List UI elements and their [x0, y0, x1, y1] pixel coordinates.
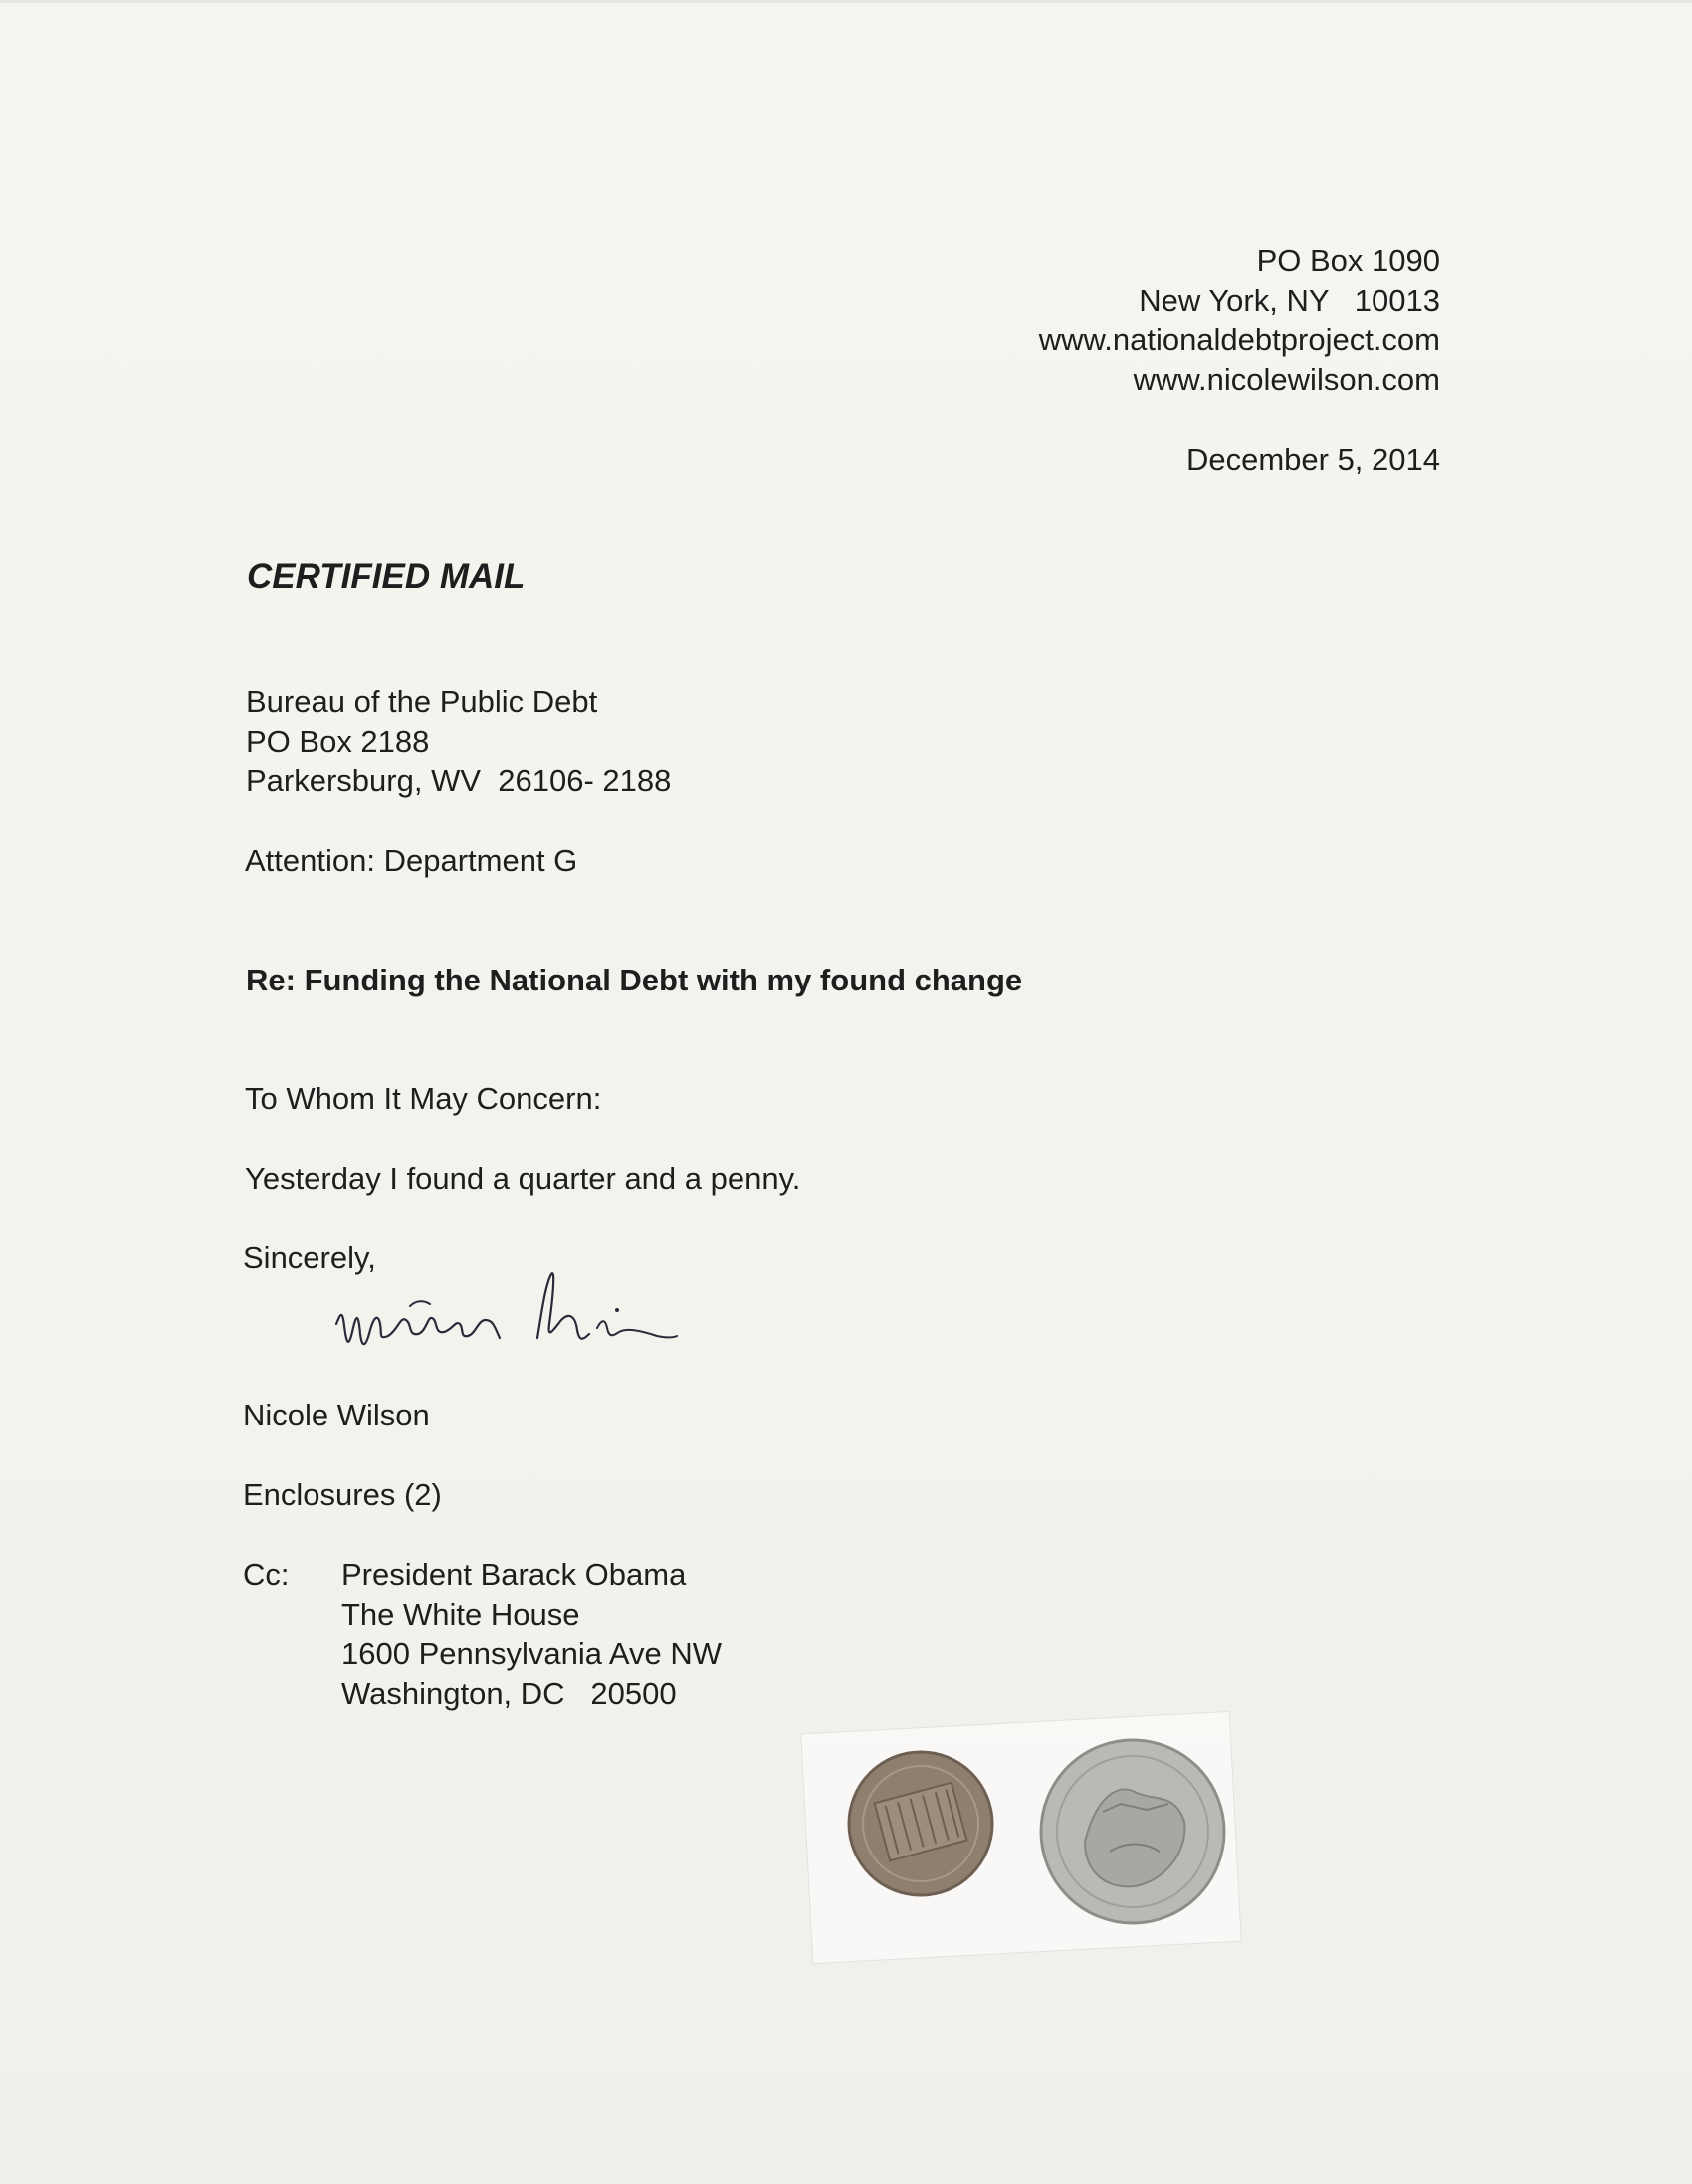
certified-mail-heading: CERTIFIED MAIL: [247, 557, 526, 596]
signer-name: Nicole Wilson: [243, 1398, 430, 1432]
salutation: To Whom It May Concern:: [245, 1081, 602, 1116]
enclosures-line: Enclosures (2): [243, 1477, 442, 1512]
recipient-address-line: PO Box 2188: [246, 724, 430, 759]
attention-line: Attention: Department G: [245, 843, 578, 878]
cc-label: Cc:: [243, 1557, 290, 1592]
closing: Sincerely,: [243, 1240, 376, 1275]
taped-coins: [786, 1692, 1264, 2051]
sender-website-line-2: www.nicolewilson.com: [1133, 362, 1440, 397]
sender-address-line: PO Box 1090: [1256, 243, 1440, 278]
penny-coin-icon: [849, 1752, 992, 1895]
letter-date: December 5, 2014: [1185, 442, 1440, 477]
cc-city-line: Washington, DC 20500: [341, 1676, 677, 1711]
subject-line: Re: Funding the National Debt with my found change: [246, 963, 1023, 997]
quarter-coin-icon: [1041, 1740, 1224, 1923]
cc-org-line: The White House: [341, 1597, 580, 1632]
page-edge-shadow: [0, 0, 1692, 3]
handwritten-signature: [328, 1254, 727, 1374]
cc-name-line: President Barack Obama: [341, 1557, 687, 1592]
recipient-city-line: Parkersburg, WV 26106- 2188: [246, 764, 672, 798]
body-paragraph: Yesterday I found a quarter and a penny.: [245, 1161, 801, 1196]
recipient-name-line: Bureau of the Public Debt: [246, 684, 598, 719]
cc-street-line: 1600 Pennsylvania Ave NW: [341, 1637, 722, 1671]
sender-website-line: www.nationaldebtproject.com: [1038, 323, 1440, 357]
sender-city-line: New York, NY 10013: [1139, 283, 1440, 318]
